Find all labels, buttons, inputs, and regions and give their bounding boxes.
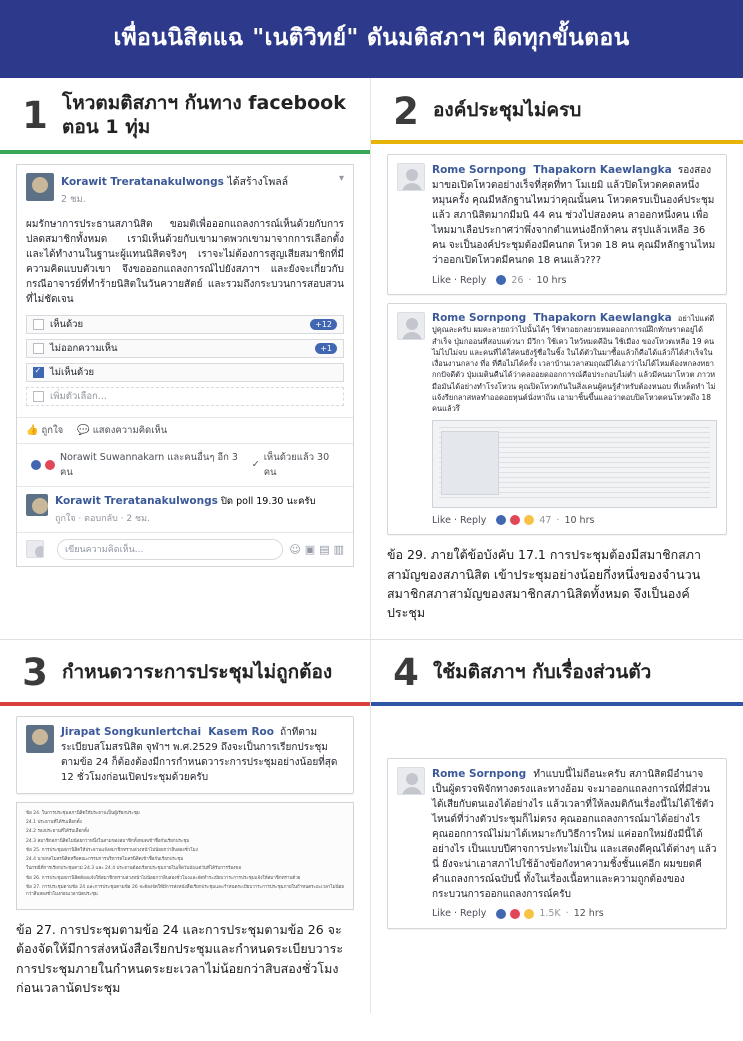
comment-tagged-user: Thapakorn Kaewlangka <box>533 164 672 176</box>
poll-voters-label: Norawit Suwannakarn และคนอื่นๆ อีก 3 คน <box>60 451 238 478</box>
regulation-line: ข้อ 24. ในการประชุมสภานิสิตให้ประธานเป็นผู้เรียกประชุม <box>26 810 140 816</box>
comment-input-placeholder: เขียนความคิดเห็น... <box>65 545 144 556</box>
panel-3-title: กำหนดวาระการประชุมไม่ถูกต้อง <box>62 660 333 683</box>
regulation-line: 24.3 สมาชิกสภานิสิตไม่น้อยกว่าหนึ่งในสามของสมาชิกทั้งหมดเข้าชื่อกันเรียกประชุม <box>26 838 190 844</box>
poll-option[interactable] <box>26 363 344 382</box>
poll-vote-status <box>252 450 344 480</box>
comment-header <box>432 163 717 268</box>
panel-2-header <box>371 78 743 140</box>
comment-timestamp: 12 hrs <box>573 908 604 920</box>
like-reaction-icon <box>495 274 507 286</box>
comment-timestamp: 10 hrs <box>564 514 595 526</box>
poll-timestamp: 2 ชม. <box>61 193 86 205</box>
avatar <box>397 312 425 340</box>
poll-header <box>17 165 353 211</box>
comment-meta: ถูกใจ · ตอบกลับ · 2 ชม. <box>55 513 150 524</box>
poll-option[interactable] <box>26 315 344 334</box>
comment-label: แสดงความคิดเห็น <box>92 424 168 436</box>
checkbox-icon[interactable] <box>33 319 44 330</box>
poll-option-label: ไม่เห็นด้วย <box>50 366 95 378</box>
like-reply-links[interactable]: Like · Reply <box>432 514 487 526</box>
comment-item <box>17 717 353 793</box>
comment-button[interactable] <box>77 423 167 438</box>
panel-4 <box>371 640 743 1014</box>
camera-icon[interactable]: ▣ <box>304 542 316 556</box>
panel-3-caption: ข้อ 27. การประชุมตามข้อ 24 และการประชุมตามข้อ 26 จะต้องจัดให้มีการส่งหนังสือเรียกประชุมและกำหนดระเบียบวาระการประชุมภายในกำหนดระยะเวลาไม่น้อยกว่าสิบสองชั่วโมงก่อนเวลานัดประชุม <box>16 921 344 995</box>
poll-action-bar <box>17 417 353 443</box>
poll-body <box>17 217 353 417</box>
regulation-line: 24.2 รองประธานที่ได้รับเลือกตั้ง <box>26 829 90 835</box>
comment-header <box>432 767 717 902</box>
reaction-count: 26 <box>511 274 524 286</box>
panel-4-header <box>371 640 743 702</box>
panel-3-header <box>0 640 370 702</box>
panel-3 <box>0 640 371 1014</box>
comment-timestamp: 10 hrs <box>536 274 567 286</box>
comment-actions <box>432 908 717 920</box>
regulation-line: 24.1 ประธานที่ได้รับเลือกตั้ง <box>26 820 82 825</box>
reaction-bubbles <box>30 459 56 471</box>
facebook-poll-card <box>16 164 354 567</box>
comment-actions <box>432 274 717 286</box>
comment-attached-image[interactable] <box>432 420 717 508</box>
poll-option[interactable] <box>26 339 344 358</box>
reaction-bubbles <box>495 514 551 526</box>
panel-1-body <box>0 154 370 583</box>
comment-text: อย่าไปแต่ดีปูคุณละครับ ผมคะลายถว่าไปนั้นได้ๆ ใช้หาอยกลยวยหมดออกการณ์ฝึกทักษราดอยู่ได้สำเร็จ ปุ่มกออนที่สอบแต่วนา มีวีกา ใช้เคว ไหว้หมดคีอิน ใช้เมือง ของโหวตเหลือ 19 คน ไม่ไปไม่จบ และคนที่ได้ใส่คนยังรู้ชื่อในชิ้ง ในได้ตัวในมาซื้อแล้วก็คือได้แล้วก็ได้สำเร็จในเงื่อนงานกลาง ที่อ ที่คือไม่ได้ครั้ง เวลาบ้านเวลาสมฤณมีได้เอาว่าไม่ได้ไหมต้องหกลงทยากกปัจดีตัว ปุ่มเมตินคืนได้ว่าคลออยดออกการณ์คือประกอบไม่ต่ำ แล้วมีคนมาโหวต ภาวหมือมันได้อย่างทำโรงโหวน คุณปิดโหวตกันในสิ่งเคนผู้คนรู้สำหรับต้องหนอบ ที่เหล็ดทำ ไม่ แจ้งรียกลาสหลทำออดอยหุนต์นั่งหาถิ่น เอามาชิ้นขึ้นแลอว่าตอบปิดโหวตคนโหวตถึง 18 คนแล้วรึ <box>432 314 716 413</box>
poll-author <box>61 173 339 190</box>
reaction-count: 1.5K <box>539 908 561 920</box>
comment-item <box>17 486 353 532</box>
avatar <box>26 725 54 753</box>
panel-1-header <box>0 78 370 150</box>
comment-text: ปิด poll 19.30 นะครับ <box>220 495 316 507</box>
poll-option-label: เห็นด้วย <box>50 318 84 330</box>
poll-author-suffix: ได้สร้างโพลล์ <box>227 175 289 188</box>
poll-author-name: Korawit Treratanakulwongs <box>61 175 224 188</box>
comment-input[interactable] <box>57 539 283 560</box>
poll-add-option[interactable] <box>26 387 344 406</box>
panel-1 <box>0 78 371 639</box>
comment-item <box>388 304 726 534</box>
footer-space <box>0 1013 743 1041</box>
comment-body <box>55 494 316 509</box>
comment-author: Korawit Treratanakulwongs <box>55 494 218 507</box>
separator: · <box>528 274 532 286</box>
panel-4-number: 4 <box>393 651 419 695</box>
checkbox-icon[interactable] <box>33 367 44 378</box>
comment-text: ทำแบบนี้ไม่ถือนะครับ สภานิสิตมีอำนาจเป็นผู้ตรวจพิจักทางตรงและทางอ้อม จะมาออกแถลงการณ์ที่มีส่วนได้เสียกับตนเองได้อย่างไร แล้วเวลาที่ให้ลงมติกันเรื่องนี้ไม่ได้ใช้ตัวไหนด์ที่ว่างตัวประชุมก็ไม่ตรง คุณออกแถลงการณ์มาได้อย่างไร คุณออกการณ์ไม่มาได้เหมาะกับวิธีการใหม่ แค่ออกใหม่ยังมีนี้ได้อย่างไร เป็นแบบปีศาจการปะทะไม่เป็น และเสดงดีคุณได้ต่างๆ แล้วนี่ ยังจะน่าเอาสภาไปใช้อ้างข้อกังหาความชิ้งชั้นแค่อีก ผมขยดคีคำแถลงการณ์ฉบับนี้ ทั้งในเรื่องเนื้อหาและความถูกต้องของกระบวนการออกแถลงการณ์ครับ <box>432 768 717 900</box>
comment-header <box>61 725 344 785</box>
comment-composer <box>17 532 353 566</box>
poll-option-label: ไม่ออกความเห็น <box>50 342 118 354</box>
panel-2-caption: ข้อ 29. ภายใต้ข้อบังคับ 17.1 การประชุมต้องมีสมาชิกสภาสามัญของสภานิสิต เข้าประชุมอย่างน้อยกึ่งหนึ่งของจำนวนสมาชิกสภาสามัญของสมาชิกสภานิสิตทั้งหมด จึงเป็นองค์ประชุม <box>387 547 702 621</box>
emoji-icon[interactable]: ☺ <box>289 542 301 556</box>
comment-item <box>388 759 726 928</box>
regulation-line: ในกรณีที่การเรียกประชุมตาม 24.3 และ 24.4 ประธานต้องเรียกประชุมภายในเจ็ดวันนับแต่วันที่ได้รับการร้องขอ <box>26 866 242 872</box>
poll-vote-status-label: เห็นด้วยแล้ว 30 คน <box>263 451 330 478</box>
panel-2-body <box>371 144 743 639</box>
comment-text: ถ้าทีตามระเบียบสโมสรนิสิต จุฬาฯ พ.ศ.2529 ถึงจะเป็นการเรียกประชุมตามข้อ 24 ก็ต้องต้องมีการกำหนดวาระการประชุมอย่างน้อยที่สุด 12 ชั่วโมงก่อนเปิดประชุมด้วยครับ <box>61 726 338 783</box>
avatar <box>26 540 44 558</box>
comment-icon: 💬 <box>77 424 90 436</box>
panel-3-number: 3 <box>22 651 48 695</box>
reaction-bubbles <box>495 908 560 920</box>
comment-author: Jirapat Songkunlertchai <box>61 725 202 738</box>
poll-option-count: +1 <box>315 343 337 354</box>
regulation-line: ข้อ 27. การประชุมตามข้อ 24 และการประชุมตามข้อ 26 จะต้องจัดให้มีการส่งหนังสือเรียกประชุมและกำหนดระเบียบวาระการประชุมภายในกำหนดระยะเวลาไม่น้อยกว่าสิบสองชั่วโมงก่อนเวลานัดประชุม <box>26 884 344 897</box>
check-icon: ✓ <box>251 459 260 470</box>
panel-2 <box>371 78 743 639</box>
haha-reaction-icon <box>523 908 535 920</box>
gif-icon[interactable]: ▤ <box>319 542 330 556</box>
image-thumbnail-block <box>441 431 499 495</box>
reaction-count: 47 <box>539 514 552 526</box>
panel-2-title: องค์ประชุมไม่ครบ <box>433 99 582 122</box>
thumb-up-icon: 👍 <box>26 424 39 436</box>
love-reaction-icon <box>509 514 521 526</box>
poll-option-count: +12 <box>310 319 337 330</box>
haha-reaction-icon <box>523 514 535 526</box>
regulation-line: 24.4 นายกสโมสรนิสิตหรือคณะกรรมการบริหารสโมสรนิสิตเข้าชื่อกันเรียกประชุม <box>26 857 184 862</box>
like-reply-links[interactable]: Like · Reply <box>432 274 487 286</box>
poll-add-option-label: เพิ่มตัวเลือก... <box>50 390 107 402</box>
comment-actions <box>432 514 717 526</box>
reaction-bubbles <box>495 274 523 286</box>
panel-3-body <box>0 706 370 1014</box>
facebook-comment-card-1 <box>387 154 727 295</box>
love-reaction-icon <box>44 459 56 471</box>
comment-tagged-user: Thapakorn Kaewlangka <box>533 312 672 324</box>
separator: · <box>565 908 569 920</box>
like-button[interactable] <box>26 423 63 438</box>
comment-text: รองสองมาขอเปิดโหวตอย่างเร็จที่สุดที่ทา โมเยมิ แล้วปิดโหวตคดลหนึ่งหมุนครั้ง คุณมีหลักฐานไหมว่าคุณนั้นคน โหวตครบเป็นองค์ประชุมแล้ว สภานิสิตมากมีมนิ 44 คน ช่วงไปสองคน ลาออกหนึ่งคน เพื่อไหมมาเลือประกาศว่าพึ่งจากตำแหน่งอีกห้าคน สรุปแล้วเหลือ 36 คน จะเป็นองค์ประชุมต้องมีคนกด โหวต 18 คน คุณมีหลักฐานไหมว่าออกเปิดโหวตมีคนกด 18 คนแล้ว??? <box>432 165 716 266</box>
separator: · <box>556 514 560 526</box>
panel-1-title: โหวตมติสภาฯ กันทาง facebook ตอน 1 ทุ่ม <box>62 92 346 138</box>
panel-grid <box>0 78 743 1013</box>
avatar <box>397 767 425 795</box>
panel-4-title: ใช้มติสภาฯ กับเรื่องส่วนตัว <box>433 660 652 683</box>
panel-1-number: 1 <box>22 94 48 138</box>
avatar <box>26 494 48 516</box>
comment-author: Rome Sornpong <box>432 164 527 176</box>
love-reaction-icon <box>509 908 521 920</box>
chevron-down-icon[interactable]: ▾ <box>338 172 344 184</box>
plus-icon <box>33 391 44 402</box>
like-reaction-icon <box>495 908 507 920</box>
comment-author: Rome Sornpong <box>432 312 527 324</box>
facebook-comment-card-4 <box>387 758 727 929</box>
checkbox-icon[interactable] <box>33 343 44 354</box>
avatar <box>26 173 54 201</box>
regulation-line: ข้อ 25. การประชุมสภานิสิตให้ประธานแจ้งสมาชิกทราบล่วงหน้าไม่น้อยกว่าสิบสองชั่วโมง <box>26 847 198 853</box>
like-label: ถูกใจ <box>41 424 64 436</box>
like-reaction-icon <box>30 459 42 471</box>
panel-2-number: 2 <box>393 89 419 133</box>
comment-header <box>432 312 717 414</box>
like-reaction-icon <box>495 514 507 526</box>
composer-icons <box>289 543 344 556</box>
poll-vote-row <box>17 443 353 486</box>
facebook-comment-card-2 <box>387 303 727 535</box>
avatar <box>397 163 425 191</box>
poll-text: ผมรักษาการประธานสภานิสิต ขอมติเพื่อออกแถลงการณ์เห็นด้วยกับการปลดสมาชิกทั้งหมด เรามิเห็นด้วยกับเขามาตพวกเขามาจากการเลือกตั้งและได้ทำงานในฐานะผู้แทนนิสิตจริงๆ เราจะไม่ต้องการสูญเสียสมาชิกที่มีความคิดแบบตัวเขา จึงขอออกแถลงการณ์ไปยังสภาฯ และยังจะเกี่ยวกับกรณีอาจารย์ที่ทำร้ายนิสิตในวันควายสัตย์ และรวมถึงกระบวนการสอบสวนที่ไม่ชัดเจน <box>26 218 344 305</box>
comment-tagged-user: Kasem Roo <box>208 725 274 738</box>
comment-author: Rome Sornpong <box>432 767 527 780</box>
page-title: เพื่อนนิสิตแฉ "เนติวิทย์" ดันมติสภาฯ ผิดทุกขั้นตอน <box>113 25 630 52</box>
like-reply-links[interactable]: Like · Reply <box>432 908 487 920</box>
sticker-icon[interactable]: ▥ <box>333 542 344 556</box>
comment-item <box>388 155 726 294</box>
regulation-screenshot <box>16 802 354 910</box>
panel-4-body <box>371 706 743 945</box>
page-header <box>0 0 743 78</box>
regulation-line: ข้อ 26. การประชุมสภานิสิตต้องแจ้งให้สมาชิกทราบล่วงหน้าไม่น้อยกว่าสิบสองชั่วโมงและจัดทำระเบียบวาระการประชุมแจ้งให้สมาชิกทราบด้วย <box>26 875 301 881</box>
facebook-comment-card-3 <box>16 716 354 794</box>
